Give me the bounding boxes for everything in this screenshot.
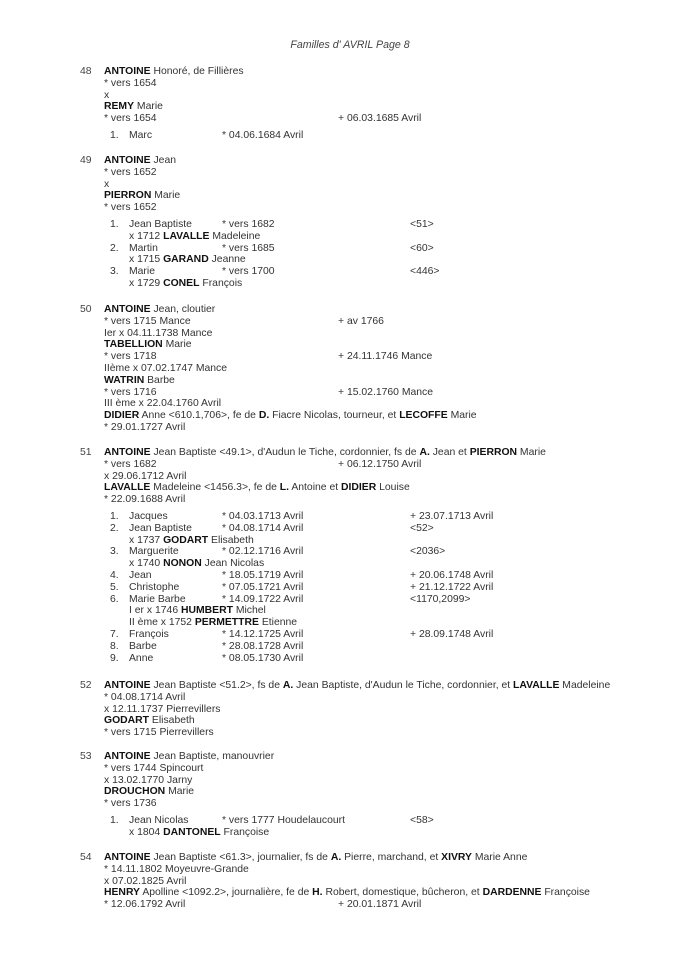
text: Louise bbox=[376, 482, 410, 494]
text: x 1729 bbox=[129, 277, 164, 289]
child-name: Barbe bbox=[129, 640, 157, 652]
entry-line bbox=[0, 751, 700, 763]
entry-line bbox=[0, 351, 700, 363]
child-marriage bbox=[0, 535, 700, 547]
entry-text bbox=[104, 167, 157, 179]
surname: L. bbox=[279, 482, 290, 494]
text: Jean Baptiste, d'Audun le Tiche, cordonnier, et bbox=[293, 680, 514, 691]
child-ref: <51> bbox=[410, 218, 434, 230]
entry-line bbox=[0, 202, 700, 214]
entry-line bbox=[0, 459, 700, 471]
entry-text bbox=[104, 351, 157, 363]
surname: PIERRON bbox=[469, 447, 518, 458]
death-date: + 15.02.1760 Mance bbox=[338, 386, 434, 398]
surname: A. bbox=[282, 680, 294, 691]
surname: DIDIER bbox=[341, 482, 377, 494]
child-row bbox=[0, 594, 700, 606]
text: Apolline <1092.2>, journalière, fe de bbox=[140, 887, 313, 899]
family-entry bbox=[0, 447, 700, 664]
text: Anne <610.1,706>, fe de bbox=[139, 410, 259, 422]
text: x 1740 bbox=[129, 558, 164, 570]
text: Jean Baptiste <51.2>, fs de bbox=[150, 680, 283, 691]
entry-number: 49 bbox=[80, 155, 92, 166]
child-name: Marguerite bbox=[129, 546, 179, 558]
marriage-text bbox=[129, 617, 297, 629]
entry-text bbox=[104, 786, 194, 798]
entry-line bbox=[0, 482, 700, 494]
child-row bbox=[0, 130, 700, 142]
text: * vers 1654 bbox=[104, 77, 157, 89]
child-birth: * 04.06.1684 Avril bbox=[222, 129, 304, 141]
entry-text bbox=[104, 375, 175, 387]
text: Jean bbox=[150, 155, 176, 166]
text: I er x 1746 bbox=[129, 605, 181, 617]
child-row bbox=[0, 815, 700, 827]
entry-line bbox=[0, 852, 700, 864]
child-marriage bbox=[0, 231, 700, 243]
surname: ANTOINE bbox=[104, 680, 151, 691]
surname: ANTOINE bbox=[104, 852, 151, 863]
surname: DROUCHON bbox=[104, 786, 166, 798]
entry-line bbox=[0, 328, 700, 340]
entry-line bbox=[0, 66, 700, 78]
text: Pierre, marchand, et bbox=[341, 852, 442, 863]
child-marriage bbox=[0, 254, 700, 266]
child-marriage bbox=[0, 617, 700, 629]
death-date: + 20.01.1871 Avril bbox=[338, 899, 422, 911]
entry-text bbox=[104, 482, 410, 494]
entry-line bbox=[0, 363, 700, 375]
child-index: 9. bbox=[110, 652, 119, 664]
death-date: + 06.03.1685 Avril bbox=[338, 113, 422, 125]
surname: ANTOINE bbox=[104, 304, 151, 315]
entry-line bbox=[0, 471, 700, 483]
child-birth: * 14.09.1722 Avril bbox=[222, 593, 304, 605]
text: Fiacre Nicolas, tourneur, et bbox=[269, 410, 400, 422]
entry-text bbox=[104, 190, 180, 202]
entry-text bbox=[104, 422, 185, 434]
family-entry bbox=[0, 680, 700, 739]
text: x 1712 bbox=[129, 230, 164, 242]
text: Marie bbox=[165, 786, 195, 798]
entry-text bbox=[104, 692, 185, 704]
child-row bbox=[0, 570, 700, 582]
text: x 29.06.1712 Avril bbox=[104, 470, 187, 482]
surname: DANTONEL bbox=[163, 826, 221, 838]
entry-line bbox=[0, 727, 700, 739]
text: * vers 1744 Spincourt bbox=[104, 762, 204, 774]
entry-text bbox=[104, 447, 546, 459]
entry-text bbox=[104, 680, 610, 692]
entry-line bbox=[0, 90, 700, 102]
text: x 1715 bbox=[129, 254, 164, 266]
text: Jean Nicolas bbox=[201, 558, 265, 570]
child-index: 6. bbox=[110, 593, 119, 605]
marriage-text bbox=[129, 278, 242, 290]
entry-line bbox=[0, 775, 700, 787]
child-row bbox=[0, 219, 700, 231]
marriage-text bbox=[129, 254, 246, 266]
family-entry bbox=[0, 852, 700, 911]
text: * 22.09.1688 Avril bbox=[104, 494, 186, 506]
child-row bbox=[0, 523, 700, 535]
child-name: Martin bbox=[129, 242, 158, 254]
entry-text bbox=[104, 179, 109, 191]
child-index: 7. bbox=[110, 628, 119, 640]
surname: DIDIER bbox=[104, 410, 140, 422]
child-row bbox=[0, 546, 700, 558]
entry-text bbox=[104, 775, 192, 787]
text: * vers 1736 bbox=[104, 798, 157, 810]
child-ref: <60> bbox=[410, 242, 434, 254]
family-entry bbox=[0, 304, 700, 434]
children-list bbox=[0, 511, 700, 664]
surname: HUMBERT bbox=[180, 605, 233, 617]
text: Jean, cloutier bbox=[150, 304, 216, 315]
surname: DARDENNE bbox=[482, 887, 542, 899]
entry-text bbox=[104, 339, 192, 351]
child-name: Christophe bbox=[129, 581, 180, 593]
entry-number: 53 bbox=[80, 751, 92, 762]
marriage-text bbox=[129, 535, 254, 547]
text: Jean Baptiste, manouvrier bbox=[150, 751, 275, 762]
surname: ANTOINE bbox=[104, 751, 151, 762]
entry-line bbox=[0, 494, 700, 506]
entry-line bbox=[0, 78, 700, 90]
text: Marie Anne bbox=[471, 852, 528, 863]
child-index: 1. bbox=[110, 218, 119, 230]
entry-line bbox=[0, 864, 700, 876]
child-row bbox=[0, 582, 700, 594]
text: Madeleine bbox=[559, 680, 611, 691]
child-name: François bbox=[129, 628, 169, 640]
surname: GODART bbox=[104, 715, 150, 727]
entry-line bbox=[0, 155, 700, 167]
child-index: 1. bbox=[110, 510, 119, 522]
text: * 29.01.1727 Avril bbox=[104, 421, 186, 433]
child-index: 1. bbox=[110, 814, 119, 826]
text: * 12.06.1792 Avril bbox=[104, 899, 186, 911]
text: x 07.02.1825 Avril bbox=[104, 875, 187, 887]
child-birth: * vers 1700 bbox=[222, 266, 275, 278]
child-index: 5. bbox=[110, 581, 119, 593]
entry-text bbox=[104, 78, 157, 90]
entry-line bbox=[0, 715, 700, 727]
entry-line bbox=[0, 375, 700, 387]
entry-text bbox=[104, 887, 590, 899]
child-row bbox=[0, 653, 700, 665]
children-list bbox=[0, 815, 700, 839]
entry-text bbox=[104, 852, 527, 864]
text: Françoise bbox=[541, 887, 590, 899]
text: Michel bbox=[232, 605, 266, 617]
surname: WATRIN bbox=[104, 374, 145, 386]
text: Madeleine bbox=[209, 230, 261, 242]
text: Jeanne bbox=[208, 254, 246, 266]
child-name: Jean Baptiste bbox=[129, 218, 192, 230]
text: x 1737 bbox=[129, 534, 164, 546]
text: * vers 1716 bbox=[104, 386, 157, 398]
text: II ème x 1752 bbox=[129, 617, 195, 629]
entry-text bbox=[104, 90, 109, 102]
page-header: Familles d' AVRIL Page 8 bbox=[290, 39, 410, 51]
entry-line bbox=[0, 876, 700, 888]
text: Françoise bbox=[220, 826, 270, 838]
child-row bbox=[0, 243, 700, 255]
child-index: 3. bbox=[110, 546, 119, 558]
child-marriage bbox=[0, 605, 700, 617]
child-index: 8. bbox=[110, 640, 119, 652]
text: Jean Baptiste <49.1>, d'Audun le Tiche, cordonnier, fs de bbox=[150, 447, 420, 458]
entry-line bbox=[0, 798, 700, 810]
text: Honoré, de Fillières bbox=[150, 66, 244, 77]
child-birth: * 14.12.1725 Avril bbox=[222, 628, 304, 640]
child-ref: <52> bbox=[410, 522, 434, 534]
child-row bbox=[0, 266, 700, 278]
entry-text bbox=[104, 328, 212, 340]
surname: LAVALLE bbox=[163, 230, 210, 242]
surname: CONEL bbox=[163, 277, 200, 289]
entry-line bbox=[0, 190, 700, 202]
entry-line bbox=[0, 786, 700, 798]
entry-line bbox=[0, 101, 700, 113]
surname: GODART bbox=[163, 534, 209, 546]
text: Madeleine <1456.3>, fe de bbox=[150, 482, 280, 494]
text: x 1804 bbox=[129, 826, 164, 838]
entry-line bbox=[0, 316, 700, 328]
surname: LAVALLE bbox=[513, 680, 560, 691]
text: Barbe bbox=[144, 374, 175, 386]
entry-line bbox=[0, 387, 700, 399]
entry-text bbox=[104, 398, 221, 410]
entry-number: 51 bbox=[80, 447, 92, 458]
entry-text bbox=[104, 101, 163, 113]
text: * vers 1715 Mance bbox=[104, 315, 191, 327]
entry-line bbox=[0, 398, 700, 410]
text: Jean et bbox=[429, 447, 470, 458]
child-ref: <1170,2099> bbox=[410, 593, 471, 605]
text: Marie bbox=[134, 101, 163, 113]
child-row bbox=[0, 641, 700, 653]
surname: LAVALLE bbox=[104, 482, 151, 494]
death-date: + 06.12.1750 Avril bbox=[338, 458, 422, 470]
text: Elisabeth bbox=[149, 715, 195, 727]
child-birth: * vers 1777 Houdelaucourt bbox=[222, 814, 346, 826]
child-name: Jean Baptiste bbox=[129, 522, 192, 534]
child-ref: <58> bbox=[410, 814, 434, 826]
text: III ème x 22.04.1760 Avril bbox=[104, 398, 222, 410]
surname: A. bbox=[330, 852, 342, 863]
entry-text bbox=[104, 864, 249, 876]
entry-line bbox=[0, 704, 700, 716]
child-name: Anne bbox=[129, 652, 154, 664]
surname: PERMETTRE bbox=[194, 617, 259, 629]
text: Elisabeth bbox=[208, 534, 254, 546]
text: Marie bbox=[517, 447, 546, 458]
child-name: Marc bbox=[129, 129, 153, 141]
child-marriage bbox=[0, 278, 700, 290]
entry-line bbox=[0, 763, 700, 775]
text: Jean Baptiste <61.3>, journalier, fs de bbox=[150, 852, 331, 863]
entry-line bbox=[0, 167, 700, 179]
child-ref: <2036> bbox=[410, 546, 446, 558]
text: Marie bbox=[162, 339, 192, 351]
text: x bbox=[104, 178, 110, 190]
child-index: 3. bbox=[110, 266, 119, 278]
entry-text bbox=[104, 316, 191, 328]
text: * vers 1654 bbox=[104, 113, 157, 125]
surname: PIERRON bbox=[104, 190, 152, 202]
text: * vers 1652 bbox=[104, 202, 157, 214]
text: François bbox=[199, 277, 243, 289]
child-index: 2. bbox=[110, 522, 119, 534]
family-entry bbox=[0, 155, 700, 290]
surname: GARAND bbox=[163, 254, 209, 266]
entry-line bbox=[0, 692, 700, 704]
text: * vers 1682 bbox=[104, 458, 157, 470]
child-name: Marie bbox=[129, 266, 155, 278]
text: * vers 1652 bbox=[104, 166, 157, 178]
child-marriage bbox=[0, 558, 700, 570]
text: Ier x 04.11.1738 Mance bbox=[104, 327, 213, 339]
surname: HENRY bbox=[104, 887, 140, 899]
surname: A. bbox=[419, 447, 430, 458]
child-birth: * 04.03.1713 Avril bbox=[222, 510, 304, 522]
entry-text bbox=[104, 715, 195, 727]
text: x 13.02.1770 Jarny bbox=[104, 774, 193, 786]
child-ref: + 20.06.1748 Avril bbox=[410, 569, 494, 581]
entry-line bbox=[0, 680, 700, 692]
child-ref: <446> bbox=[410, 266, 440, 278]
child-row bbox=[0, 629, 700, 641]
child-birth: * 28.08.1728 Avril bbox=[222, 640, 304, 652]
entry-line bbox=[0, 899, 700, 911]
text: x bbox=[104, 89, 110, 101]
surname: H. bbox=[312, 887, 323, 899]
child-name: Jean Nicolas bbox=[129, 814, 189, 826]
text: Etienne bbox=[258, 617, 298, 629]
child-name: Marie Barbe bbox=[129, 593, 186, 605]
surname: LECOFFE bbox=[399, 410, 448, 422]
entry-line bbox=[0, 179, 700, 191]
child-birth: * 02.12.1716 Avril bbox=[222, 546, 304, 558]
entry-text bbox=[104, 113, 157, 125]
surname: ANTOINE bbox=[104, 155, 151, 166]
child-birth: * 04.08.1714 Avril bbox=[222, 522, 304, 534]
text: Marie bbox=[151, 190, 181, 202]
child-birth: * 07.05.1721 Avril bbox=[222, 581, 304, 593]
children-list bbox=[0, 219, 700, 290]
child-row bbox=[0, 511, 700, 523]
entry-text bbox=[104, 410, 477, 422]
entry-line bbox=[0, 113, 700, 125]
entry-line bbox=[0, 339, 700, 351]
text: * 04.08.1714 Avril bbox=[104, 691, 186, 703]
entry-text bbox=[104, 704, 220, 716]
entry-number: 48 bbox=[80, 66, 92, 77]
surname: D. bbox=[258, 410, 270, 422]
text: * vers 1715 Pierrevillers bbox=[104, 727, 214, 739]
child-name: Jean bbox=[129, 569, 152, 581]
text: Marie bbox=[447, 410, 477, 422]
entry-text bbox=[104, 751, 274, 763]
entry-text bbox=[104, 202, 157, 214]
entry-text bbox=[104, 494, 185, 506]
entry-line bbox=[0, 410, 700, 422]
entry-text bbox=[104, 363, 227, 375]
entry-text bbox=[104, 155, 176, 167]
death-date: + 24.11.1746 Mance bbox=[338, 351, 433, 363]
child-index: 4. bbox=[110, 569, 119, 581]
child-marriage bbox=[0, 827, 700, 839]
entry-number: 52 bbox=[80, 680, 92, 691]
entry-text bbox=[104, 763, 203, 775]
entry-line bbox=[0, 304, 700, 316]
entry-line bbox=[0, 887, 700, 899]
text: Robert, domestique, bûcheron, et bbox=[322, 887, 483, 899]
entry-line bbox=[0, 447, 700, 459]
child-ref: + 21.12.1722 Avril bbox=[410, 581, 494, 593]
child-index: 1. bbox=[110, 129, 119, 141]
child-name: Jacques bbox=[129, 510, 168, 522]
entry-line bbox=[0, 422, 700, 434]
death-date: + av 1766 bbox=[338, 315, 384, 327]
surname: TABELLION bbox=[104, 339, 163, 351]
entry-number: 50 bbox=[80, 304, 92, 315]
entry-text bbox=[104, 798, 157, 810]
surname: NONON bbox=[163, 558, 202, 570]
entry-text bbox=[104, 899, 185, 911]
entry-text bbox=[104, 876, 186, 888]
entry-text bbox=[104, 471, 186, 483]
child-birth: * 18.05.1719 Avril bbox=[222, 569, 304, 581]
entry-text bbox=[104, 727, 214, 739]
child-birth: * vers 1685 bbox=[222, 242, 275, 254]
surname: ANTOINE bbox=[104, 447, 151, 458]
text: IIème x 07.02.1747 Mance bbox=[104, 362, 228, 374]
marriage-text bbox=[129, 558, 264, 570]
text: * vers 1718 bbox=[104, 351, 157, 363]
child-birth: * vers 1682 bbox=[222, 218, 275, 230]
family-entry bbox=[0, 751, 700, 839]
marriage-text bbox=[129, 231, 260, 243]
child-ref: + 23.07.1713 Avril bbox=[410, 510, 494, 522]
children-list bbox=[0, 130, 700, 142]
child-index: 2. bbox=[110, 242, 119, 254]
entry-text bbox=[104, 66, 244, 78]
family-entry bbox=[0, 66, 700, 142]
entry-text bbox=[104, 459, 157, 471]
text: * 14.11.1802 Moyeuvre-Grande bbox=[104, 863, 249, 875]
marriage-text bbox=[129, 605, 266, 617]
child-birth: * 08.05.1730 Avril bbox=[222, 652, 304, 664]
surname: REMY bbox=[104, 101, 135, 113]
child-ref: + 28.09.1748 Avril bbox=[410, 628, 494, 640]
marriage-text bbox=[129, 827, 269, 839]
surname: XIVRY bbox=[441, 852, 472, 863]
text: Antoine et bbox=[289, 482, 342, 494]
entry-number: 54 bbox=[80, 852, 92, 863]
text: x 12.11.1737 Pierrevillers bbox=[104, 703, 221, 715]
entry-text bbox=[104, 387, 157, 399]
surname: ANTOINE bbox=[104, 66, 151, 77]
entry-text bbox=[104, 304, 215, 316]
